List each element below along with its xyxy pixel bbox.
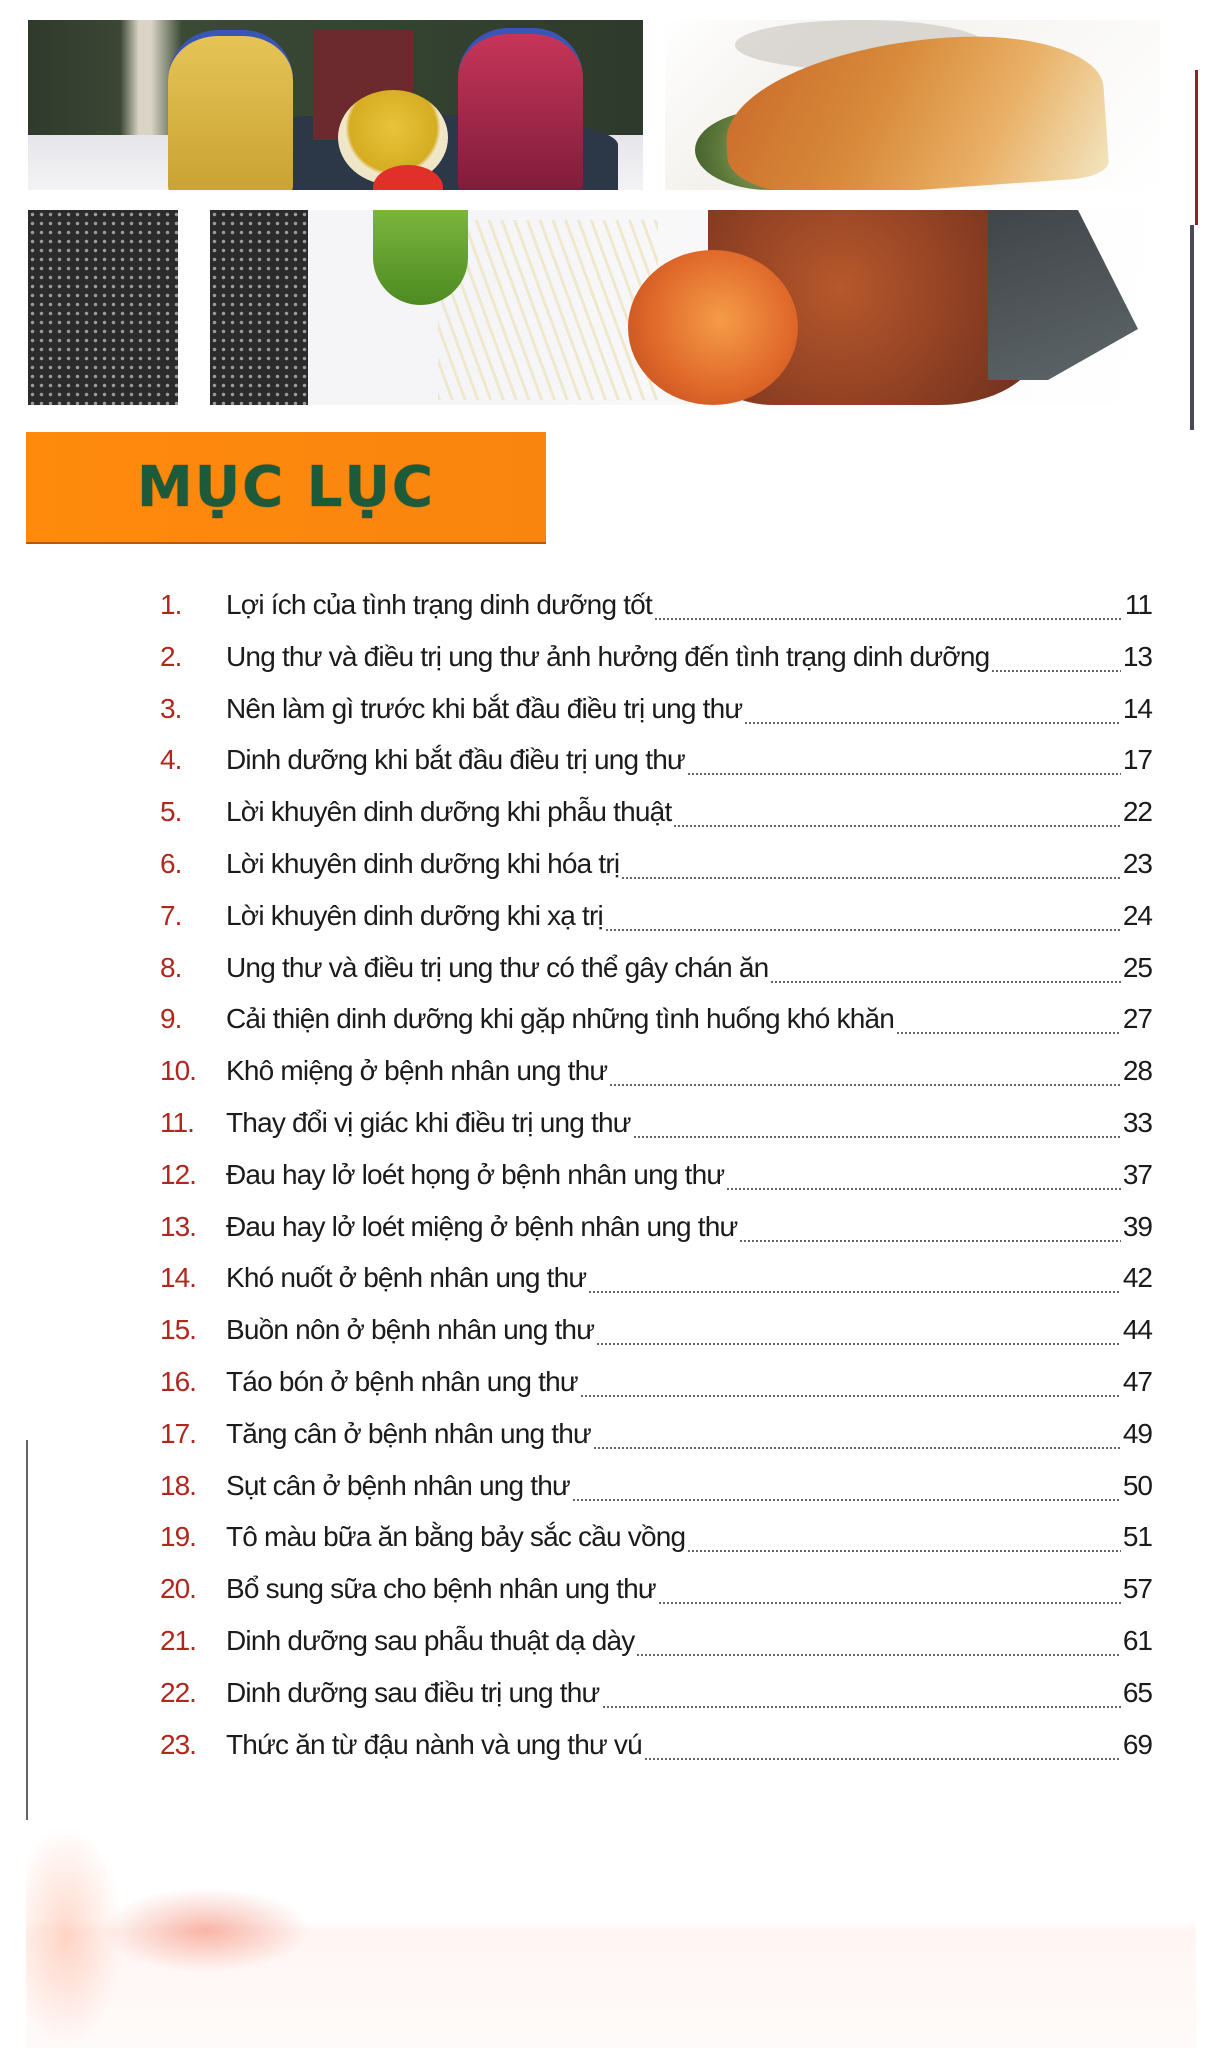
dot-leader	[621, 877, 1121, 879]
dot-leader	[739, 1240, 1120, 1242]
toc-entry-title: Ung thư và điều trị ung thư có thể gây chán ăn	[226, 951, 769, 983]
dot-leader	[572, 1499, 1121, 1501]
dot-leader	[602, 1706, 1121, 1708]
photo-smoothies	[28, 20, 643, 190]
yellow-smoothie-glass	[168, 30, 293, 190]
toc-entry-page: 27	[1122, 1003, 1152, 1035]
toc-entry-page: 51	[1122, 1521, 1152, 1553]
dot-leader	[633, 1136, 1121, 1138]
toc-entry-title: Lời khuyên dinh dưỡng khi phẫu thuật	[226, 796, 672, 828]
page-edge-red	[1195, 70, 1198, 225]
toc-entry[interactable]	[160, 1470, 1152, 1510]
toc-entry-page: 11	[1124, 589, 1152, 620]
toc-entry[interactable]	[160, 796, 1152, 836]
toc-entry-title: Khô miệng ở bệnh nhân ung thư	[226, 1055, 608, 1087]
dot-leader	[636, 1654, 1120, 1656]
toc-entry-page: 50	[1122, 1469, 1152, 1501]
dot-leader	[687, 773, 1121, 775]
toc-entry-page: 37	[1122, 1158, 1152, 1190]
toc-entry-number: 3.	[160, 692, 182, 724]
toc-entry-title: Dinh dưỡng sau điều trị ung thư	[226, 1676, 600, 1708]
toc-entry-title: Táo bón ở bệnh nhân ung thư	[226, 1366, 578, 1397]
toc-entry[interactable]	[160, 848, 1152, 888]
toc-entry-title: Ung thư và điều trị ung thư ảnh hưởng đến tình trạng dinh dưỡng	[226, 640, 990, 672]
toc-entry-number: 10.	[160, 1055, 196, 1087]
toc-entry-title: Tô màu bữa ăn bằng bảy sắc cầu vồng	[226, 1521, 686, 1553]
dot-leader	[596, 1343, 1121, 1345]
dot-leader	[687, 1550, 1121, 1552]
dot-leader	[644, 1758, 1121, 1760]
dot-leader	[605, 929, 1121, 931]
page-edge-gray	[1190, 225, 1194, 430]
toc-entry-page: 28	[1122, 1055, 1152, 1087]
dot-leader	[580, 1395, 1121, 1397]
toc-entry-page: 61	[1122, 1625, 1152, 1656]
toc-entry-title: Khó nuốt ở bệnh nhân ung thư	[226, 1262, 587, 1294]
toc-entry-number: 7.	[160, 899, 182, 931]
toc-entry-page: 47	[1122, 1366, 1152, 1397]
toc-entry-number: 19.	[160, 1521, 196, 1553]
toc-entry-number: 18.	[160, 1469, 196, 1501]
photo-salmon	[665, 20, 1160, 190]
toc-entry-page: 42	[1122, 1262, 1152, 1294]
toc-entry-number: 11.	[160, 1107, 194, 1138]
toc-entry-title: Cải thiện dinh dưỡng khi gặp những tình huống khó khăn	[226, 1003, 895, 1035]
woven-mat	[28, 210, 178, 405]
toc-entry-page: 39	[1122, 1210, 1152, 1242]
toc-entry-title: Tăng cân ở bệnh nhân ung thư	[226, 1417, 591, 1449]
bean-sprouts	[438, 220, 658, 400]
toc-entry-title: Đau hay lở loét miệng ở bệnh nhân ung thư	[226, 1210, 738, 1242]
toc-entry[interactable]	[160, 1625, 1152, 1665]
toc-entry[interactable]	[160, 744, 1152, 784]
toc-entry[interactable]	[160, 589, 1152, 629]
toc-entry-number: 9.	[160, 1003, 182, 1035]
toc-entry-title: Lợi ích của tình trạng dinh dưỡng tốt	[226, 589, 652, 620]
dot-leader	[673, 825, 1120, 827]
toc-entry-page: 33	[1122, 1107, 1152, 1138]
toc-entry-page: 14	[1122, 692, 1152, 724]
toc-entry[interactable]	[160, 1418, 1152, 1458]
toc-entry-number: 16.	[160, 1366, 196, 1397]
dot-leader	[609, 1084, 1121, 1086]
toc-entry-number: 22.	[160, 1676, 196, 1708]
toc-entry-title: Đau hay lở loét họng ở bệnh nhân ung thư	[226, 1158, 725, 1190]
toc-entry-number: 17.	[160, 1417, 196, 1449]
toc-entry-number: 5.	[160, 796, 182, 828]
toc-entry-title: Lời khuyên dinh dưỡng khi hóa trị	[226, 848, 620, 879]
dot-leader	[588, 1291, 1120, 1293]
toc-entry[interactable]	[160, 952, 1152, 992]
toc-entry[interactable]	[160, 1314, 1152, 1354]
toc-entry-number: 8.	[160, 951, 182, 983]
dot-leader	[991, 670, 1120, 672]
toc-entry-page: 17	[1122, 744, 1152, 776]
heading-banner	[26, 432, 546, 544]
toc-entry-title: Thay đổi vị giác khi điều trị ung thư	[226, 1107, 631, 1138]
toc-entry[interactable]	[160, 1211, 1152, 1251]
toc-entry[interactable]	[160, 1573, 1152, 1613]
toc-entry-title: Lời khuyên dinh dưỡng khi xạ trị	[226, 899, 603, 931]
toc-entry-page: 65	[1122, 1676, 1152, 1708]
toc-entry-number: 13.	[160, 1210, 196, 1242]
toc-entry-page: 13	[1122, 640, 1152, 672]
dot-leader	[770, 981, 1120, 983]
toc-entry-title: Nên làm gì trước khi bắt đầu điều trị ung thư	[226, 692, 743, 724]
toc-entry-page: 57	[1122, 1573, 1152, 1605]
red-smoothie-glass	[458, 28, 583, 190]
dot-leader	[896, 1032, 1121, 1034]
toc-entry-page: 49	[1122, 1417, 1152, 1449]
toc-entry-page: 24	[1122, 899, 1152, 931]
page-bottom-tint	[26, 1835, 1196, 2048]
toc-entry[interactable]	[160, 1159, 1152, 1199]
toc-entry-page: 25	[1122, 951, 1152, 983]
lime-wedge	[373, 210, 468, 305]
toc-entry-page: 69	[1122, 1728, 1152, 1760]
toc-entry[interactable]	[160, 1366, 1152, 1406]
toc-entry[interactable]	[160, 693, 1152, 733]
toc-entry-number: 4.	[160, 744, 182, 776]
toc-entry-number: 1.	[160, 589, 182, 620]
toc-entry[interactable]	[160, 1521, 1152, 1561]
toc-entry-number: 6.	[160, 848, 182, 879]
toc-entry-title: Bổ sung sữa cho bệnh nhân ung thư	[226, 1573, 656, 1605]
toc-entry-number: 20.	[160, 1573, 196, 1605]
toc-entry-page: 44	[1122, 1314, 1152, 1346]
photo-shrimp-noodles	[28, 210, 1143, 405]
toc-entry[interactable]	[160, 641, 1152, 681]
toc-entry-title: Buồn nôn ở bệnh nhân ung thư	[226, 1314, 595, 1346]
toc-entry-title: Sụt cân ở bệnh nhân ung thư	[226, 1469, 570, 1501]
shrimp	[628, 250, 798, 405]
page-title: MỤC LỤC	[136, 454, 436, 520]
toc-entry-title: Dinh dưỡng sau phẫu thuật dạ dày	[226, 1625, 635, 1656]
toc-entry-number: 2.	[160, 640, 182, 672]
toc-entry[interactable]	[160, 1107, 1152, 1147]
toc-entry-number: 15.	[160, 1314, 196, 1346]
toc-entry-number: 12.	[160, 1158, 196, 1190]
dot-leader	[744, 722, 1120, 724]
toc-entry-page: 22	[1122, 796, 1152, 828]
dot-leader	[593, 1447, 1121, 1449]
dot-leader	[658, 1602, 1121, 1604]
dot-leader	[726, 1188, 1121, 1190]
toc-entry[interactable]	[160, 900, 1152, 940]
toc-entry-number: 23.	[160, 1728, 196, 1760]
toc-entry-number: 21.	[160, 1625, 196, 1656]
toc-entry[interactable]	[160, 1677, 1152, 1717]
toc-entry-title: Thức ăn từ đậu nành và ung thư vú	[226, 1728, 642, 1760]
woven-mat	[210, 210, 308, 405]
toc-entry-number: 14.	[160, 1262, 196, 1294]
dot-leader	[654, 618, 1123, 620]
toc-entry-page: 23	[1122, 848, 1152, 879]
toc-entry[interactable]	[160, 1262, 1152, 1302]
toc-entry-title: Dinh dưỡng khi bắt đầu điều trị ung thư	[226, 744, 685, 776]
page-edge-left	[26, 1440, 28, 1820]
toc-entry[interactable]	[160, 1055, 1152, 1095]
toc-entry[interactable]	[160, 1003, 1152, 1043]
toc-entry[interactable]	[160, 1729, 1152, 1769]
